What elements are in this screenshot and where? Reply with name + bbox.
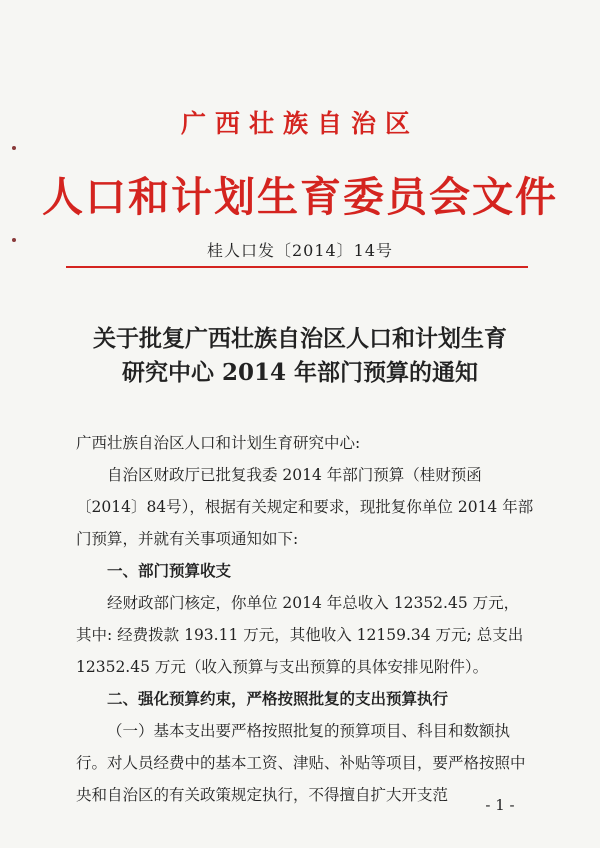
addressee: 广西壮族自治区人口和计划生育研究中心: — [76, 434, 361, 452]
issuer-document-header: 人口和计划生育委员会文件 — [42, 173, 558, 221]
scan-mark — [12, 146, 16, 150]
section-heading: 二、强化预算约束，严格按照批复的支出预算执行 — [107, 690, 449, 708]
document-body — [76, 427, 534, 811]
title-line-1: 关于批复广西壮族自治区人口和计划生育 — [93, 325, 507, 352]
red-separator-rule — [66, 266, 528, 268]
document-title — [60, 322, 540, 390]
paragraph: （一）基本支出要严格按照批复的预算项目、科目和数额执行。对人员经费中的基本工资、津贴、补贴等项目，要严格按照中央和自治区的有关政策规定执行，不得擅自扩大开支范 — [76, 722, 526, 804]
paragraph: 自治区财政厅已批复我委 2014 年部门预算（桂财预函〔2014〕84号），根据有关规定和要求，现批复你单位 2014 年部门预算，并就有关事项通知如下: — [76, 466, 534, 548]
title-line-2: 研究中心 2014 年部门预算的通知 — [121, 359, 479, 386]
page-number: - 1 - — [485, 796, 515, 814]
issuer-name: 广西壮族自治区 — [180, 109, 419, 138]
document-number: 桂人口发〔2014〕14号 — [206, 241, 394, 260]
section-heading: 一、部门预算收支 — [107, 562, 232, 580]
paragraph: 经财政部门核定，你单位 2014 年总收入 12352.45 万元，其中: 经费拨款 193.11 万元，其他收入 12159.34 万元; 总支出 12352.45 万元（收入预算与支出预算的具体安排见附件）。 — [76, 594, 524, 676]
